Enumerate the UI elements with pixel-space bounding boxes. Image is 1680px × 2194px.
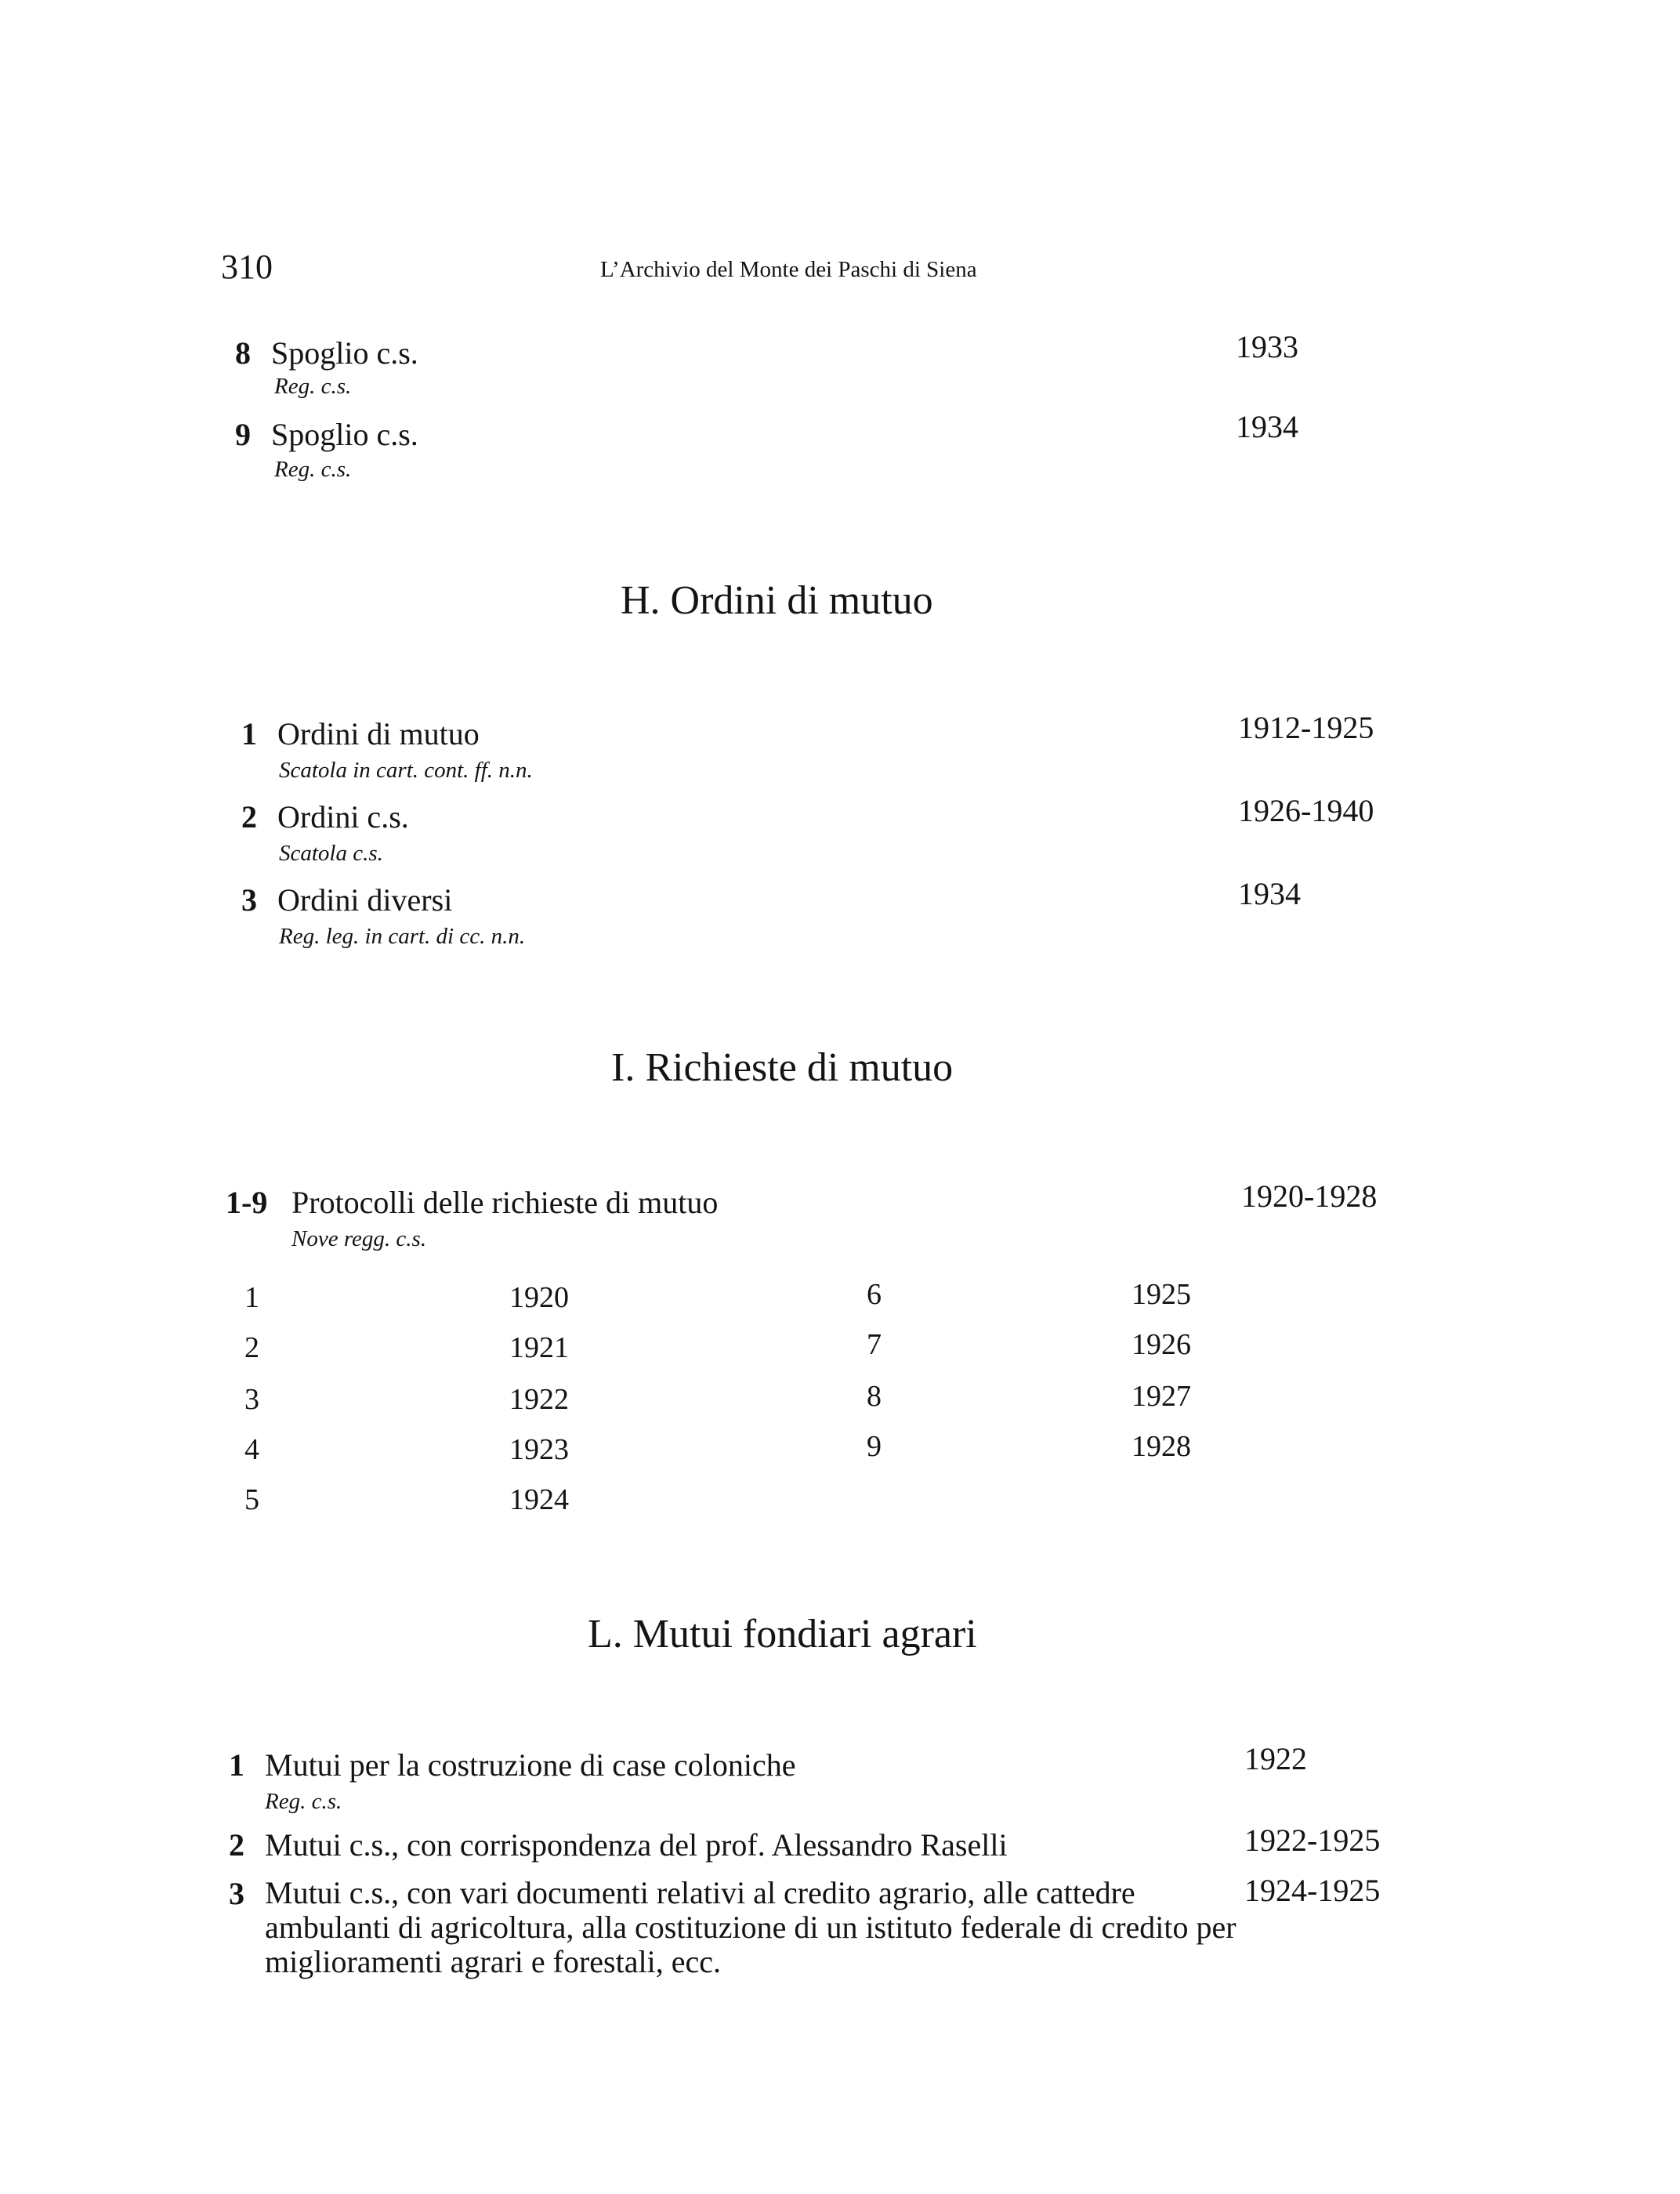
volume-number: 1 — [244, 1281, 259, 1314]
entry-title: Mutui c.s., con vari documenti relativi al credito agrario, alle cattedre ambulanti di agricoltura, alla costituzione di un istituto federale di credito per miglioramenti agrari e forestali, ecc. — [265, 1875, 1236, 1979]
volume-year: 1922 — [509, 1383, 569, 1416]
volume-year: 1923 — [509, 1433, 569, 1466]
volume-year: 1926 — [1131, 1328, 1191, 1361]
entry-title: Spoglio c.s. — [271, 417, 418, 452]
volume-number: 2 — [244, 1331, 259, 1364]
entry-number: 9 — [235, 417, 251, 452]
entry-number: 1 — [241, 716, 257, 751]
entry-description: Scatola in cart. cont. ff. n.n. — [279, 758, 533, 783]
entry-description: Reg. c.s. — [274, 374, 352, 399]
volume-number: 4 — [244, 1433, 259, 1466]
volume-year: 1927 — [1131, 1380, 1191, 1413]
volume-number: 5 — [244, 1483, 259, 1516]
section-title: H. Ordini di mutuo — [621, 578, 933, 623]
entry-title: Mutui c.s., con corrispondenza del prof. Alessandro Raselli — [265, 1827, 1008, 1863]
entry-description: Reg. c.s. — [274, 457, 352, 482]
section-title: L. Mutui fondiari agrari — [588, 1612, 977, 1656]
entry-title: Protocolli delle richieste di mutuo — [291, 1185, 719, 1220]
entry-description: Reg. c.s. — [265, 1789, 342, 1814]
entry-title: Ordini c.s. — [277, 799, 409, 835]
entry-date: 1933 — [1236, 329, 1298, 364]
entry-date: 1912-1925 — [1238, 710, 1374, 745]
entry-description: Reg. leg. in cart. di cc. n.n. — [279, 924, 526, 949]
entry-number: 2 — [241, 799, 257, 835]
volume-year: 1928 — [1131, 1430, 1191, 1463]
volume-year: 1924 — [509, 1483, 569, 1516]
volume-number: 9 — [867, 1430, 882, 1463]
entry-description: Nove regg. c.s. — [291, 1226, 427, 1251]
entry-date: 1934 — [1236, 409, 1298, 444]
volume-year: 1921 — [509, 1331, 569, 1364]
volume-year: 1920 — [509, 1281, 569, 1314]
volume-number: 8 — [867, 1380, 882, 1413]
page-number: 310 — [221, 248, 273, 286]
entry-date: 1922-1925 — [1244, 1823, 1381, 1858]
entry-title: Ordini di mutuo — [277, 716, 480, 751]
running-title: L’Archivio del Monte dei Paschi di Siena — [600, 257, 977, 282]
entry-number: 8 — [235, 335, 251, 371]
entry-number: 3 — [241, 882, 257, 918]
entry-date: 1934 — [1238, 876, 1301, 911]
entry-date: 1926-1940 — [1238, 793, 1374, 828]
entry-date: 1922 — [1244, 1741, 1307, 1776]
entry-number: 2 — [229, 1827, 244, 1863]
volume-year: 1925 — [1131, 1278, 1191, 1311]
section-title: I. Richieste di mutuo — [611, 1045, 954, 1090]
entry-title: Mutui per la costruzione di case coloniche — [265, 1747, 796, 1783]
volume-number: 7 — [867, 1328, 882, 1361]
entry-description: Scatola c.s. — [279, 841, 383, 866]
entry-number: 1 — [229, 1747, 244, 1783]
entry-date: 1924-1925 — [1244, 1873, 1381, 1908]
entry-title: Spoglio c.s. — [271, 335, 418, 371]
entry-title: Ordini diversi — [277, 882, 453, 918]
entry-date: 1920-1928 — [1241, 1178, 1378, 1214]
entry-number: 1-9 — [226, 1185, 268, 1220]
volume-number: 6 — [867, 1278, 882, 1311]
volume-number: 3 — [244, 1383, 259, 1416]
entry-number: 3 — [229, 1876, 244, 1911]
